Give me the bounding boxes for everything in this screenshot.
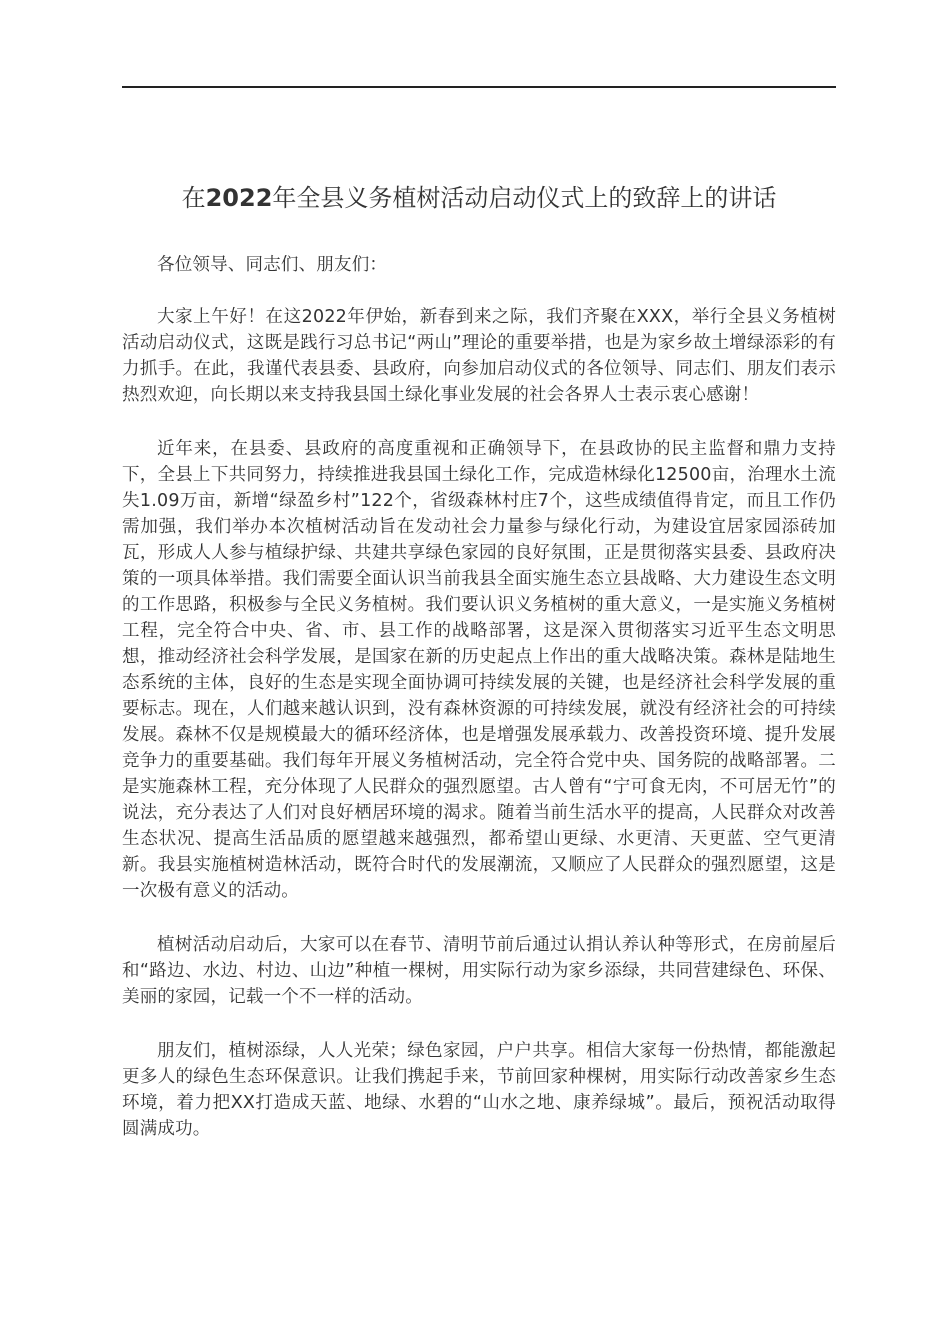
title-year: 2022 xyxy=(205,184,273,212)
paragraph-achievements: 近年来，在县委、县政府的高度重视和正确领导下，在县政协的民主监督和鼎力支持下，全县上下共同努力，持续推进我县国土绿化工作，完成造林绿化12500亩，治理水土流失1.09万亩，新增“绿盈乡村”122个，省级森林村庄7个，这些成绩值得肯定，而且工作仍需加强，我们举办本次植树活动旨在发动社会力量参与绿化行动，为建设宜居家园添砖加瓦，形成人人参与植绿护绿、共建共享绿色家园的良好氛围，正是贯彻落实县委、县政府决策的一项具体举措。我们需要全面认识当前我县全面实施生态立县战略、大力建设生态文明的工作思路，积极参与全民义务植树。我们要认识义务植树的重大意义，一是实施义务植树工程，完全符合中央、省、市、县工作的战略部署，这是深入贯彻落实习近平生态文明思想，推动经济社会科学发展，是国家在新的历史起点上作出的重大战略决策。森林是陆地生态系统的主体，良好的生态是实现全面协调可持续发展的关键，也是经济社会科学发展的重要标志。现在，人们越来越认识到，没有森林资源的可持续发展，就没有经济社会的可持续发展。森林不仅是规模最大的循环经济体，也是增强发展承载力、改善投资环境、提升发展竞争力的重要基础。我们每年开展义务植树活动，完全符合党中央、国务院的战略部署。二是实施森林工程，充分体现了人民群众的强烈愿望。古人曾有“宁可食无肉，不可居无竹”的说法，充分表达了人们对良好栖居环境的渴求。随着当前生活水平的提高，人民群众对改善生态状况、提高生活品质的愿望越来越强烈，都希望山更绿、水更清、天更蓝、空气更清新。我县实施植树造林活动，既符合时代的发展潮流，又顺应了人民群众的强烈愿望，这是一次极有意义的活动。 xyxy=(122,439,836,901)
document-title xyxy=(122,180,836,216)
paragraph-greeting: 大家上午好！在这2022年伊始，新春到来之际，我们齐聚在XXX，举行全县义务植树活动启动仪式，这既是践行习总书记“两山”理论的重要举措，也是为家乡故土增绿添彩的有力抓手。在此，我谨代表县委、县政府，向参加启动仪式的各位领导、同志们、朋友们表示热烈欢迎，向长期以来支持我县国土绿化事业发展的社会各界人士表示衷心感谢！ xyxy=(122,307,836,405)
title-suffix: 年全县义务植树活动启动仪式上的致辞上的讲话 xyxy=(272,184,777,212)
document-body xyxy=(122,252,836,1170)
paragraph-activity: 植树活动启动后，大家可以在春节、清明节前后通过认捐认养认种等形式，在房前屋后和“路边、水边、村边、山边”种植一棵树，用实际行动为家乡添绿，共同营建绿色、环保、美丽的家园，记载一个不一样的活动。 xyxy=(122,935,836,1007)
title-prefix: 在 xyxy=(181,184,206,212)
header-rule xyxy=(122,86,836,88)
salutation: 各位领导、同志们、朋友们： xyxy=(157,255,388,275)
paragraph-closing: 朋友们，植树添绿，人人光荣；绿色家园，户户共享。相信大家每一份热情，都能激起更多人的绿色生态环保意识。让我们携起手来，节前回家种棵树，用实际行动改善家乡生态环境，着力把XX打造成天蓝、地绿、水碧的“山水之地、康养绿城”。最后，预祝活动取得圆满成功。 xyxy=(122,1041,836,1139)
